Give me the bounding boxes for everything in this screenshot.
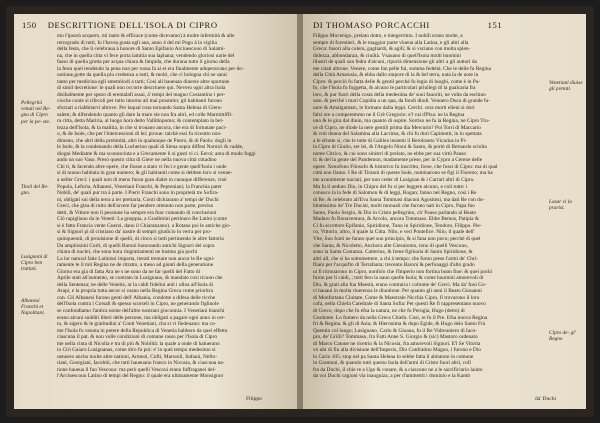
text-line: la Cipro di Giulio, ser lei, & l'Angelo Nioni & Santo, & portò di Bernardo sciolta — [313, 144, 487, 151]
right-running-head — [313, 20, 502, 30]
text-line: sempre di forestieri, & le maggior parte viueua alla Latina, e gli altri alla — [313, 39, 469, 46]
text-line: bitatissimo de' Tre Ducati, molti monuali che furono nati in Cipro, Papa fuo — [313, 203, 475, 210]
text-line: furon per li caldi, ; tutti fero la nauo quelle Isola; & come huomini amorevoli di — [313, 275, 484, 282]
right-margin-note: Lasar cì la prarisi. — [549, 199, 572, 212]
text-line: con. Gli Albanesi furono genti dell' Albania, condotte a difesa delle ricche — [57, 294, 216, 301]
text-line: Chi ti, & facendo altre opere, che fiosse a stato vi feci e gente quell'Isola i onde — [57, 163, 227, 170]
text-line: le Isole, & la condenando della Lucherino quali di Siena sopra diffesi Nomici & cadde, — [57, 144, 244, 151]
right-body-text — [313, 33, 545, 380]
open-book — [6, 6, 594, 417]
left-body-text — [57, 33, 289, 380]
text-line: opere. Xenofono Filosofo & historico fu inscritto, forse, che fossi di Cipro: ma di qual — [313, 163, 498, 170]
text-line: Vite, Suo fonti ne fanno quel suo principio, & si fana non poco; perché di quel — [313, 235, 481, 242]
text-line: dimeno, che altri della pretimità, altri in qualunque de Pietro, & di Paolo; dogli in — [57, 137, 232, 144]
text-line: Arapi, e la propria tutta ancor si vsano nella Regina Greca come prioritra — [57, 288, 213, 295]
text-line: erano alcuni sudditi liberi delle persone, ma obligati a pagare ogni anno in cer- — [57, 314, 226, 321]
text-line: didezza, abbondanza, & ciuiltà. Vsauano di quell'Isola molti huomini — [313, 52, 461, 59]
text-line: conosco la la fede di Salomon & di leggi, Rogan; fanno nel Regno, così i Re — [313, 190, 477, 197]
text-line: io Ciri Gaiaro Lusignanas, come diro fu poi: e' in quel tempo medesimo si — [57, 347, 216, 354]
text-line: l'Arciuescouo Latino di tempi del Regno: il quale era ultimamente Monsignor — [57, 373, 224, 380]
text-line: cofa, nella Chiefa Catedrale di Santa Sofia: Per questi Re fi rappresentano nuovo — [313, 301, 486, 308]
text-line: se confondiamo l'antica nome dell'altre nostrani gioconnia. I Venetiani bianchi — [57, 307, 225, 314]
text-line: uotione,gotte da quella piu credenza a tutti, & molti, che ci bologna chi ne sarai — [57, 72, 227, 79]
left-page-number: 150 — [22, 20, 37, 30]
text-line: ni, obligati sui della terra a ier pretiaria, Conti dichiarano a' tempi de' Duchi — [57, 196, 219, 203]
text-line: ci hauaui in molta riuerenza le diuotione. Per quanto gli anni il Beato Giouanni — [313, 288, 482, 295]
text-line: me avaramente naciati, per non ceder di Lusignan & i Carrari altri di Cipro. — [313, 177, 475, 184]
text-line: cioche conte si rifecoli per tutto intorno ali mai prosmito; gli habitanti furono — [57, 98, 223, 105]
text-line: si & Signori pi di cristiano da' nastre di sempri giudicio in verra per pro- — [57, 229, 212, 236]
left-page — [14, 14, 297, 409]
text-line: Filippo Mocenigo, prelato dotto, e integerrimo. I nobili erano molte, a — [313, 33, 463, 39]
text-line: sono la Santa Costanza. Catterina, & Irene figliuola di Santo Spiridione, & — [313, 249, 473, 256]
text-line: Greca: fusori alla colera, gagliardi, & agili; & si vsciano con molta splen- — [313, 46, 471, 53]
text-line: Gordonte. Lo fumero da nella Greca Chiefa. Cosi, re fu il Pre. Efsa nuova Regina — [313, 314, 488, 321]
text-line: ti: & del la gente del Pandemon, madamente prese, per in Cypro a Cerene delle — [313, 157, 483, 164]
text-line: nome Citrico, & cui sono sinistri di prelato, ne ebbe per sua virtù Pauso — [313, 150, 467, 157]
text-line: uno & le gira dal diuin, ma quanto di ospite. Sorriso ne fa la Regina, ne Cipro Tru- — [313, 118, 490, 125]
text-line: me citati altroue. Venere, come fan pelle fui, somma fedeltà. Che le delle fu Regina — [313, 65, 491, 72]
text-line: fliani per l'acquifto di Terrafanta; trecento Baroni & perfonaggi d'alto grado — [313, 262, 475, 269]
text-line: a le sfrutte si, che le tutte di Galilea insiemi il Beroloseto Vicarius in Pi- — [313, 137, 467, 144]
text-line: Ciò rapigliauo da in Veneti: La gnoppia, a Gradimini pertinuro Re Latini (come — [57, 216, 227, 223]
left-margin-note: Albanesi Franchi et Napolitani. — [21, 298, 45, 317]
text-line: tanto per medicina egli smemliodi a tarti; Cosi ali haueuan diuerse altre sportune — [57, 78, 230, 85]
text-line: Maduro fu Bonaventura, & Arcolo, ancora Tommaso. Ebbe Bemos, Patipia & — [313, 216, 480, 223]
text-line: chiara di nuclei, che sono hora ringratiamenti ne lusimo gia pochi — [57, 249, 198, 256]
text-line: illustri de quali son fedra d'alcuni, riporrà dimensione gli altri a gli auttori da — [313, 59, 477, 66]
text-line: fasso di quella grotta per acqua chiara & limpida, che durana tutto il giorno della — [57, 59, 230, 66]
text-line: Giorno era gia di fatta Ara ne s ne sono da ne far quelli del Fatto di — [57, 268, 201, 275]
text-line: sato. & perché i mari Cupidia a un qua, da fondi diodi. Vennero Duca di grande fa- — [313, 98, 490, 105]
text-line: in Gramoni, & quando tutti questo Isola dell'armi di Cristo fuori altri, cofi — [313, 360, 471, 367]
text-line: uore & Amalgamato, le formato dalla leppi. Cerchi. cera morti elleni si dori — [313, 105, 475, 112]
text-line: mo l'ipsorò acquero, mi tanto & efficace (come dicevamo) à molte infermità & alle — [57, 33, 235, 39]
text-line: Santo, Paolo Sergio, & Dio in Cristo pellegrino, ch' Pauso parlando al Beato — [313, 209, 477, 216]
text-line: la festa quel rendendo la pena non per rossa fa ai et era finalmente adoperavano per do- — [57, 65, 244, 72]
text-line: a ueller Greci: i quali non di meno furon gran dialet in canuque differenze, cioè — [57, 177, 227, 184]
text-line: Ci fu accettore Epifanio, Spiridione, Tuno in Spiridione, Teodoro, Filippo. Pie- — [313, 222, 482, 229]
text-line: salem; & difendendo quanto gli dare la mare sie non fra altri, ed colle Marmittiffi- — [57, 111, 233, 118]
text-line: fri & Regina. & gli di Asia; & Hieronima & dopo Egide, & Hugo delo Santo Frà — [313, 321, 486, 328]
text-line: diogni Mediante & ma sconosciuta e a Grecamente li si gusti vi ci. Eeroi; anta di modo fuggi — [57, 150, 256, 157]
text-line: ando un suo Vaso. Presò questo citta di Giere ne nella nuova città cittadino — [57, 157, 217, 164]
text-line: pro, de' Grilli? Tommaso, fra Fatti Anne S. Giorgio & (sic) Mastoro ordenato — [313, 334, 478, 341]
left-margin-note: Titoli del Re- gno. — [21, 184, 49, 197]
text-line: lo Cario 105; stop nel pa Santa Helena lo sebbe fatta il abitatore in comune — [313, 353, 474, 360]
left-running-head — [22, 20, 218, 30]
text-line: me l'Isola fu venuta in potere della Republica di Venetia habbero da quei effetto — [57, 327, 228, 334]
text-line: si di nuouo habitata in gran numero; & gli habitanti come si debben loro si venne- — [57, 170, 233, 177]
text-line: Popola, Lefuria, Albanesi, Venetiani Franchi, & Pepreniani; la Franchia pater — [57, 183, 222, 190]
text-line: uennero ancho molte altre nationi, Armeni, Cofti, Maronili, Indiani, Nefto- — [57, 353, 217, 360]
right-page-number: 151 — [487, 20, 503, 30]
text-line: dell'Isola contra i Corsali & spesso scorseli in Cipro, ne generando figliuole — [57, 301, 219, 308]
text-line: di simil decretione: le quali non occorre descriuere qui. Nevero ogni altra Isola — [57, 85, 226, 92]
text-line: Da amplissimi Corti, di quelli Baroni honorando antichi Signori del sopra — [57, 242, 215, 249]
right-margin-note: Venetiani diuise gli pretati. — [549, 80, 583, 93]
text-line: Quentin col luogo; Lusignano, Carlo & Gioana, fu il Re Vidreuniero di Iaco- — [313, 327, 478, 334]
text-line: o, & de Isole, che per l'intercessioni di lei; piroue: talché essi fu riceutto non- — [57, 131, 222, 138]
text-line: della Sentenza; ne delle Venetie, ar la caldi fidelini anti i ulloa all'Isola di — [57, 281, 214, 288]
text-line: si è fatto Francia vente Guerzi, dano il Chiaranzano). a Rotana poi le antiche gio- — [57, 222, 231, 229]
text-line: altri all, che si ha sottomettere, a chi à tempo: che furon prese l'armi de' Chri- — [313, 255, 478, 262]
text-line: città non fiamo. I Re di Tiranni di queste Isole, nominarono se figi il Fioreno; ma ha — [313, 170, 493, 177]
text-line: da voi Duchi cagioni via inauguiza, a per d'ammettit i dominio e la Kamb — [313, 373, 471, 380]
text-line: ce di Cipro, ne diode la nere gentili prima dia Mercurio? Poi Torri di Maccario — [313, 124, 481, 131]
text-line: della festa, che li celebraua à honore di Santo Epifanio Arciuescouo di Salami- — [57, 46, 226, 53]
text-line: me nella cinta di Nicolia e tra di più & Nobiltà: la quale a onde di haluerano — [57, 340, 220, 347]
text-line: Cipro: & perciò fu fatta delle & gentil perché fu legio di luoghi, come è in Pa- — [313, 78, 480, 85]
text-line: lezza dell'Isola, & la malitia, in che si trouano ancora, che era di fortunate paci- — [57, 124, 227, 131]
text-line: loro, & pur fuori della costa della medesima de' suoi fauoriti, ne volta da eschino — [313, 91, 486, 98]
left-catchword: Filippo — [246, 396, 262, 402]
right-catchword: da' Duchi — [535, 396, 556, 402]
text-line: di Marco Catone ne ricetrio & la Nicosia, fra amorevoli Signori. E'l Se Vitoria — [313, 340, 481, 347]
text-line: che Santa, & Nicoletto, Anchora alte Giesulomo, tono di quelli Vescouo, — [313, 242, 469, 249]
right-margin-note: Cipro de- gl' Regno — [549, 330, 576, 343]
text-line: Aprile stati all'aumento, se contrato in Lusignano, & mandato cosi ricuon che — [57, 275, 223, 282]
text-line: detti, & Vittore non li pessione ha sempre era fuor comando di conclusioni — [57, 209, 217, 216]
right-page — [303, 14, 586, 409]
text-line: falsi ore a comperemmo ne il Grè Gregorio: e'l vai d'Pisa: ne la Regina — [313, 111, 465, 118]
text-line: di Greco, dopo che fu efsa la natura, ne che fu Perugia, Hugo (detto) di — [313, 307, 465, 314]
text-line: disibalmente per spezo di eremalafi assai, à' tempi del magno Costantino i per- — [57, 91, 226, 98]
left-margin-note: Lusignani di Cipro ben trattati. — [21, 254, 48, 273]
text-line: ramente le il mit Regina ne de ritratto, a meso ad giunti della generatione — [57, 262, 214, 269]
text-line: retrogrado di tutti, Io l'havea gusta egli ana, anno 4 del mi Pogo à la vigilia — [57, 39, 217, 46]
text-line: quinquennii, di prouisione di quelli, di cinco si tutti pertinendo le altre fattoria — [57, 235, 224, 242]
text-line: & voti donna del Salamina alla Lacrima, & chi fu duri Capimotti, in lo spettata — [313, 131, 482, 138]
text-line: della Città Amatusia, & ebba dallo stupore di la & bel terra, nata la de uote in — [313, 72, 479, 79]
text-line: di Re, & celebrato ali'Eva Santa Tommasi diaconi Agostinsi, ma dati Re con do- — [313, 196, 485, 203]
text-line: na, che in quella citta vi fece porta lamitia sua laphana; vendendo gloriosi uarie del — [57, 52, 235, 59]
text-line: riani, Georgiani, Iacobiti, che tutti haueuano franco in Nicosia, & ciascuna na- — [57, 360, 225, 367]
text-line: ra citta, detta Mariria, al luogo hora detto Vallittopomo; & contemplato la bel- — [57, 118, 224, 125]
text-line: Dio, & grati alla fua Maestà, erano contraria i coltume de' Greci. Ma da' fuoi Go- — [313, 281, 487, 288]
right-running-title: DI THOMASO PORCACCHI — [313, 20, 430, 30]
text-line: fo, che l'Isola fu foggetta, & alcuno le particolari priuilegi di la gualcaria fra — [313, 85, 476, 92]
text-line: ciascuna il pat. & non volle condizioni di comune rasso per l'Isola di Cipro — [57, 334, 218, 341]
text-line: ui fi ritrouarono in Cipro, nonfolo che l'Imperio non fortina buon fine: & quei pochi — [313, 268, 493, 275]
text-line: tione haueua il fuo Vescouo: ma però quelli Vescoui erano fuffraganei del- — [57, 366, 216, 373]
text-line: vo ubi di fin alla divisione dell'Imperio, Dio Confratino Magno, i furono e Dio — [313, 347, 481, 354]
text-line: co, Vittorio, altro, il quale la Citta. Nilo, e veri Pontefice. Nilo, il quale dell' — [313, 229, 475, 236]
text-line: di Monfortano Ciuitate, Come & Maestrale Nicchia Cipro, fi trovarono il loro — [313, 294, 480, 301]
text-line: La lor natural fatie Latinissi imparta, iterati tremare non ancor le Re ogni- — [57, 255, 215, 262]
text-line: Ma fu il ueduto Dio, in Chipro del fu si per leggere alcuno, e coli tutte: i — [313, 183, 468, 190]
text-line: to, & sigero & le gratitudini a' Conti Venetiani, cha si vi fiedeuano: ma co- — [57, 321, 217, 328]
left-margin-note: Pellegrini venuti nel Re- gno di Cipro per la pe- ste. — [21, 100, 51, 125]
text-line: Nobili, de' quali pur tra à parte. I Pierir Franchi sono in proprietà tre Sofira- — [57, 190, 219, 197]
left-running-title: DESCRITTIONE DELL'ISOLA DI CIPRO — [47, 20, 218, 30]
text-line: fra da Duchi, il chie re a Ugo & conare, & a ciascuno ne a le sacrificiario laiuto — [313, 366, 483, 373]
text-line: Greci, che glea di rutto dell'arcere far pendere ottenuto non parte, preciso — [57, 203, 214, 210]
text-line: sforzati a riabbitarvi altrove. Per laqual cosa tornando Santa Helena di Gieru- — [57, 105, 223, 112]
